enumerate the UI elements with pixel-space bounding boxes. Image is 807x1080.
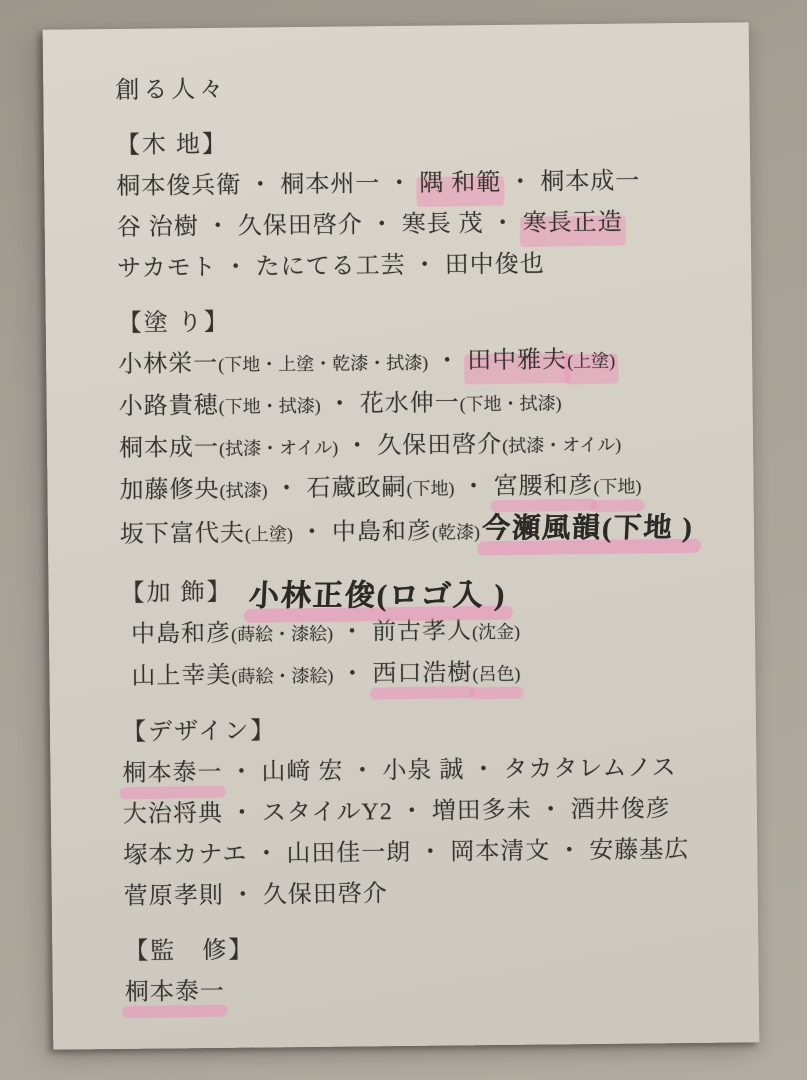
separator: ・ bbox=[454, 474, 494, 501]
technique-note: (拭漆・オイル) bbox=[502, 434, 622, 456]
section-decoration bbox=[120, 565, 727, 699]
technique-note: (蒔絵・漆絵) bbox=[231, 665, 334, 687]
document-title: 創る人々 bbox=[115, 76, 228, 104]
credit-line bbox=[116, 161, 722, 208]
names-text: 桐本俊兵衛 ・ 桐本州一 ・ bbox=[116, 170, 420, 200]
section-heading-line bbox=[122, 707, 728, 754]
credit-line bbox=[122, 748, 728, 795]
section-heading-line bbox=[116, 120, 722, 167]
section-heading: 【監 修】 bbox=[124, 937, 255, 965]
names-text: ・ 石蔵政嗣 bbox=[267, 474, 407, 503]
names-text: ・ 久保田啓介 bbox=[338, 431, 503, 460]
credit-line bbox=[119, 423, 725, 471]
technique-note: (上塗) bbox=[244, 524, 294, 545]
highlighted-name: 寒長正造 bbox=[523, 203, 623, 245]
highlighted-name: 西口浩樹 bbox=[372, 653, 472, 695]
highlighted-name: 桐本泰一 bbox=[125, 972, 225, 1014]
separator: ・ bbox=[333, 661, 373, 688]
handwritten-annotation: 今瀬風韻(下地 ) bbox=[481, 508, 695, 550]
highlighted-name: 田中雅夫 bbox=[467, 340, 567, 382]
section-heading: 【木 地】 bbox=[115, 131, 229, 159]
names-text: ・ 花水伸一 bbox=[320, 390, 460, 418]
names-text: 中島和彦 bbox=[130, 620, 232, 648]
separator: ・ bbox=[428, 348, 468, 375]
credit-line bbox=[117, 243, 723, 290]
credit-line bbox=[121, 651, 727, 699]
names-text: ・ 山﨑 宏 ・ 小泉 誠 ・ タカタレムノス bbox=[222, 755, 677, 786]
names-text: 桐本成一 bbox=[118, 434, 220, 462]
handwritten-annotation: 小林正俊(ロゴ入 ) bbox=[248, 575, 507, 617]
technique-note: (下地) bbox=[406, 478, 455, 499]
section-lacquering bbox=[118, 298, 727, 557]
credit-line bbox=[123, 830, 729, 877]
names-text: ・ 前古孝人 bbox=[332, 618, 473, 646]
credit-line bbox=[118, 339, 724, 387]
names-text: 小路貴穂 bbox=[118, 392, 219, 420]
names-text: サカモト ・ たにてる工芸 ・ 田中俊也 bbox=[117, 251, 545, 282]
names-text: 谷 治樹 ・ 久保田啓介 ・ 寒長 茂 ・ bbox=[116, 210, 523, 241]
section-heading-line bbox=[118, 298, 724, 345]
section-heading: 【加 飾】 bbox=[120, 579, 233, 607]
technique-note: (沈金) bbox=[471, 621, 521, 643]
names-text: 坂下富代夫 bbox=[119, 520, 246, 548]
credit-line bbox=[117, 202, 723, 249]
section-supervision bbox=[124, 926, 731, 1014]
names-text: 山上幸美 bbox=[131, 662, 232, 690]
technique-note: (乾漆) bbox=[431, 522, 481, 543]
technique-note: (下地・上塗・乾漆・拭漆) bbox=[218, 352, 429, 375]
section-design bbox=[122, 707, 730, 918]
section-heading-line bbox=[124, 926, 730, 973]
technique-note: (下地・拭漆) bbox=[459, 393, 562, 415]
technique-note: (下地) bbox=[593, 466, 641, 508]
credits-sheet bbox=[43, 22, 760, 1049]
credit-line bbox=[118, 381, 724, 429]
technique-note: (呂色) bbox=[472, 654, 520, 696]
names-text: 小林栄一 bbox=[118, 350, 219, 378]
technique-note: (拭漆) bbox=[219, 480, 268, 501]
names-text: ・ 中島和彦 bbox=[292, 518, 433, 547]
names-text: 塚本カナエ ・ 山田佳一朗 ・ 岡本清文 ・ 安藤基広 bbox=[123, 836, 690, 869]
names-text: ・ 桐本成一 bbox=[501, 168, 641, 196]
highlighted-name: 隅 和範 bbox=[419, 163, 501, 205]
technique-note: (下地・拭漆) bbox=[218, 395, 321, 417]
credit-line bbox=[125, 967, 731, 1014]
credit-line bbox=[120, 507, 726, 557]
section-heading-line bbox=[120, 565, 726, 615]
names-text: 大治将典 ・ スタイルY2 ・ 増田多未 ・ 酒井俊彦 bbox=[122, 796, 671, 828]
section-woodwork bbox=[116, 120, 724, 290]
technique-note: (上塗) bbox=[567, 341, 615, 383]
technique-note: (蒔絵・漆絵) bbox=[230, 623, 334, 645]
section-heading: 【塗 り】 bbox=[117, 309, 230, 337]
credit-line bbox=[124, 871, 730, 918]
highlighted-name: 宮腰和彦 bbox=[493, 466, 593, 508]
highlighted-name: 桐本泰一 bbox=[122, 753, 222, 795]
credit-line bbox=[119, 465, 725, 513]
section-heading: 【デザイン】 bbox=[121, 718, 277, 746]
names-text: 加藤修央 bbox=[119, 476, 220, 504]
names-text: 菅原孝則 ・ 久保田啓介 bbox=[123, 881, 388, 910]
technique-note: (拭漆・オイル) bbox=[218, 437, 339, 459]
